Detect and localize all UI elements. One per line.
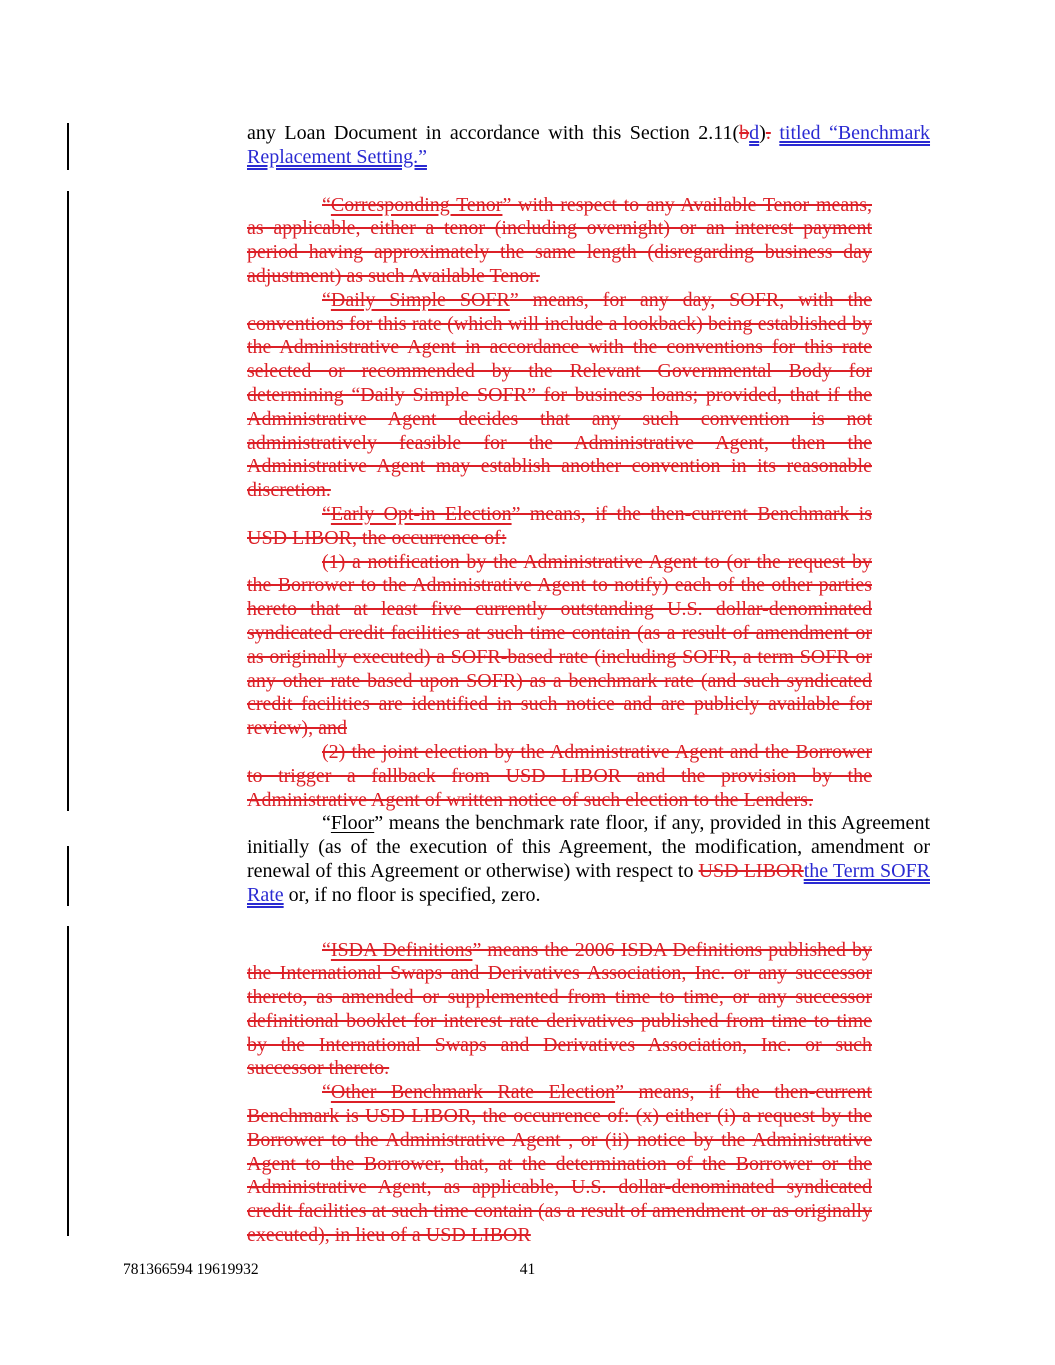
- paragraph-deleted-definition-corresponding-tenor: [247, 194, 872, 289]
- deleted-text-run: ” with respect to any Available Tenor means, as applicable, either a tenor (including overnight) or an interest payment period having approximately the same length (disregarding business day adjustment) as such Available Tenor.: [247, 193, 872, 287]
- deleted-text-run: ” means, if the then-current Benchmark is USD LIBOR, the occurrence of: (x) either (i) a request by the Borrower to the Administrative Agent , or (ii) notice by the Administrative Agent to the Borrower, that, at the determination of the Borrower or the Administrative Agent, as applicable, U.S. dollar-denominated syndicated credit facilities at such time contain (as a result of amendment or as originally executed), in lieu of a USD LIBOR: [247, 1081, 872, 1247]
- deleted-text-run: “: [322, 502, 331, 525]
- paragraph-deleted-definition-daily-simple-sofr: [247, 289, 872, 503]
- body-text-column: [247, 122, 930, 1248]
- paragraph-deleted-clause-early-opt-in-2: [247, 741, 872, 812]
- deleted-defined-term: ISDA Definitions: [330, 938, 473, 961]
- deleted-text-run: ” means, if the then-current Benchmark is USD LIBOR, the occurrence of:: [247, 502, 872, 549]
- deleted-text-run: “: [322, 938, 331, 961]
- text-run: or, if no floor is specified, zero.: [283, 883, 541, 906]
- deleted-text-run: b: [739, 122, 750, 144]
- paragraph-deleted-definition-early-opt-in-election: [247, 503, 872, 551]
- deleted-text-run: “: [322, 1081, 331, 1104]
- deleted-text-run: (2) the joint election by the Administrative Agent and the Borrower to trigger a fallback from USD LIBOR and the provision by the Administrative Agent of written notice of such election to the Lenders.: [247, 740, 872, 811]
- change-bar: [67, 846, 69, 906]
- text-run: any Loan Document in accordance with this Section 2.11(: [247, 122, 740, 144]
- deleted-text-run: “: [322, 288, 331, 311]
- deleted-text-run: .: [765, 122, 771, 144]
- change-bar: [67, 123, 69, 170]
- text-run: ): [759, 122, 766, 144]
- paragraph-definition-floor: [247, 812, 930, 907]
- deleted-text-run: USD LIBOR: [698, 859, 804, 882]
- inserted-text-run: the Term SOFR Rate: [247, 859, 930, 906]
- text-run: “: [322, 812, 331, 835]
- inserted-text-run: d: [749, 122, 760, 144]
- footer-doc-id: 781366594 19619932: [123, 1261, 259, 1278]
- change-bar: [67, 191, 69, 811]
- paragraph-section-2-11-continuation: [247, 122, 930, 170]
- paragraph-deleted-definition-isda-definitions: [247, 939, 872, 1082]
- paragraph-deleted-definition-other-benchmark-rate-election: [247, 1081, 872, 1248]
- deleted-text-run: (1) a notification by the Administrative Agent to (or the request by the Borrower to the Administrative Agent to notify) each of the other parties hereto that at least five currently outstanding U.S. dollar-denominated syndicated credit facilities at such time contain (as a result of amendment or as originally executed) a SOFR-based rate (including SOFR, a term SOFR or any other rate based upon SOFR) as a benchmark rate (and such syndicated credit facilities are identified in such notice and are publicly available for review), and: [247, 550, 872, 740]
- deleted-defined-term: Early Opt-in Election: [330, 502, 512, 525]
- inserted-text-run: titled “Benchmark Replacement Setting.”: [247, 122, 931, 168]
- paragraph-deleted-clause-early-opt-in-1: [247, 551, 872, 741]
- defined-term: Floor: [330, 812, 375, 835]
- deleted-defined-term: Corresponding Tenor: [330, 193, 503, 216]
- change-bar: [67, 926, 69, 1236]
- deleted-text-run: “: [322, 193, 331, 216]
- deleted-defined-term: Other Benchmark Rate Election: [330, 1081, 616, 1104]
- deleted-text-run: ” means the 2006 ISDA Definitions published by the International Swaps and Derivatives Association, Inc. or any successor thereto, as amended or supplemented from time to time, or any successor definitional booklet for interest rate derivatives published from time to time by the International Swaps and Derivatives Association, Inc. or such successor thereto.: [247, 938, 873, 1080]
- deleted-defined-term: Daily Simple SOFR: [330, 288, 510, 311]
- deleted-text-run: ” means, for any day, SOFR, with the conventions for this rate (which will include a lookback) being established by the Administrative Agent in accordance with the conventions for this rate selected or recommended by the Relevant Governmental Body for determining “Daily Simple SOFR” for business loans; provided, that if the Administrative Agent decides that any such convention is not administratively feasible for the Administrative Agent, then the Administrative Agent may establish another convention in its reasonable discretion.: [247, 288, 873, 502]
- text-run: ” means the benchmark rate floor, if any, provided in this Agreement initially (as of the execution of this Agreement, the modification, amendment or renewal of this Agreement or otherwise) with respect to: [247, 812, 930, 882]
- footer-page-number: 41: [519, 1261, 536, 1278]
